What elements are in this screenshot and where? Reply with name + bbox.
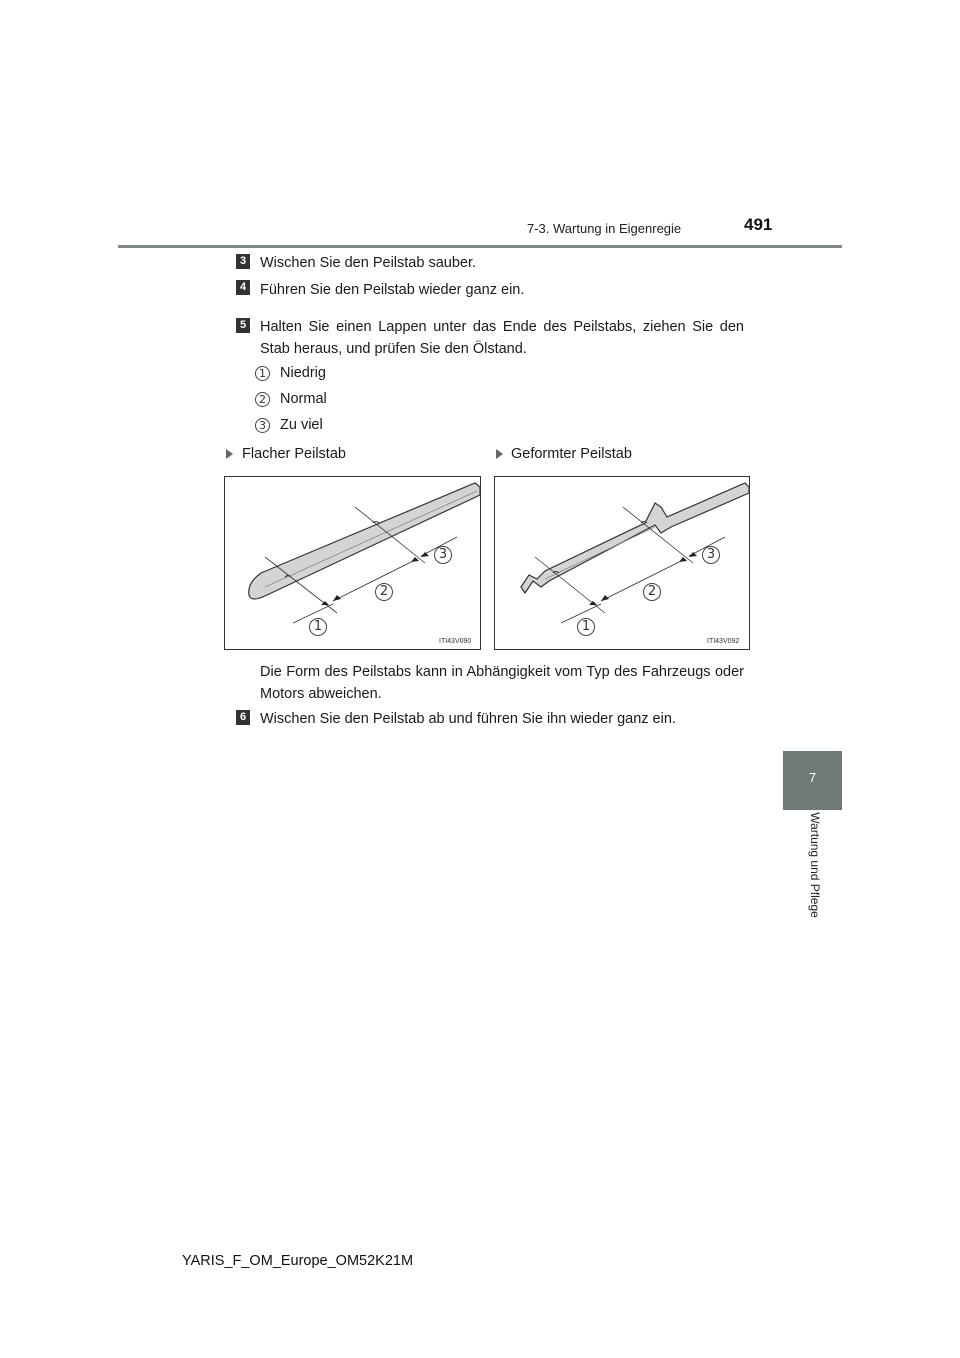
level-2-label: Normal [280, 391, 327, 407]
footer-doc-id: YARIS_F_OM_Europe_OM52K21M [182, 1253, 414, 1269]
section-title: 7-3. Wartung in Eigenregie [527, 221, 682, 236]
callout-1: 1 [309, 618, 327, 636]
triangle-bullet-icon [496, 449, 503, 459]
figure-code: ITI43V092 [707, 638, 740, 645]
level-3-label: Zu viel [280, 417, 323, 433]
step-5-text: Halten Sie einen Lappen unter das Ende des Peilstabs, ziehen Sie den Stab heraus, und prüfen Sie den Ölstand. [260, 319, 744, 357]
callout-3: 3 [434, 546, 452, 564]
dipstick-note: Die Form des Peilstabs kann in Abhängigkeit vom Typ des Fahrzeugs oder Motors abweichen. [260, 664, 744, 702]
callout-3: 3 [702, 546, 720, 564]
chapter-label: Wartung und Pflege [808, 812, 822, 918]
level-1-label: Niedrig [280, 365, 326, 381]
step-number-4: 4 [236, 280, 250, 295]
callout-2: 2 [643, 583, 661, 601]
callout-1: 1 [577, 618, 595, 636]
chapter-number: 7 [808, 770, 817, 785]
step-number-6: 6 [236, 710, 250, 725]
step-3-text: Wischen Sie den Peilstab sauber. [260, 255, 477, 271]
figure-1-title: Flacher Peilstab [242, 446, 346, 462]
callout-2: 2 [375, 583, 393, 601]
step-number-3: 3 [236, 254, 250, 269]
level-1-icon: 1 [255, 366, 270, 381]
step-number-5: 5 [236, 318, 250, 333]
level-3-icon: 3 [255, 418, 270, 433]
header-rule [118, 245, 842, 248]
figure-shaped-dipstick [494, 476, 750, 650]
triangle-bullet-icon [226, 449, 233, 459]
figure-flat-dipstick [224, 476, 481, 650]
step-6-text: Wischen Sie den Peilstab ab und führen Sie ihn wieder ganz ein. [260, 711, 676, 727]
level-2-icon: 2 [255, 392, 270, 407]
figure-code: ITI43V090 [439, 638, 472, 645]
page-number: 491 [744, 215, 773, 234]
figure-2-title: Geformter Peilstab [511, 446, 632, 462]
step-4-text: Führen Sie den Peilstab wieder ganz ein. [260, 282, 525, 298]
